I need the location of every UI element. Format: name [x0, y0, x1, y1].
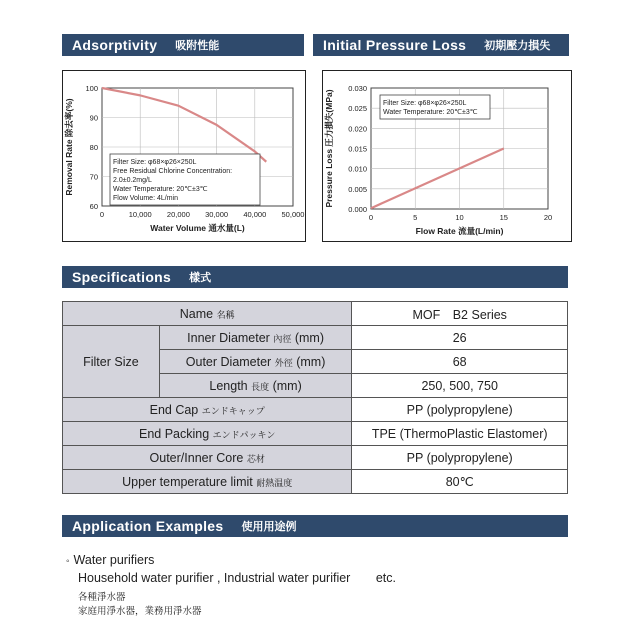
spec-table [62, 301, 568, 494]
temp-label: Upper temperature limit 耐熱温度 [63, 470, 352, 494]
outer-diameter-label: Outer Diameter 外徑 (mm) [159, 350, 352, 374]
pressure-title: Initial Pressure Loss [323, 37, 467, 53]
pressure-chart [323, 71, 571, 241]
core-value: PP (polypropylene) [352, 446, 568, 470]
end-cap-label: End Cap エンドキャップ [63, 398, 352, 422]
application-list: Household water purifier , Industrial water purifier [78, 571, 351, 585]
specifications-header [62, 266, 568, 288]
y-tick-label: 0.030 [348, 84, 367, 93]
x-tick-label: 40,000 [243, 210, 267, 219]
pressure-header [313, 34, 569, 56]
x-tick-label: 0 [368, 213, 374, 222]
y-tick-label: 80 [89, 143, 98, 152]
filter-size-label: Filter Size [63, 326, 160, 398]
x-axis-label: Flow Rate 流量(L/min) [415, 226, 504, 236]
x-tick-label: 5 [413, 213, 418, 222]
y-axis-label: Pressure Loss 圧力損失(MPa) [324, 89, 334, 208]
end-packing-label: End Packing エンドパッキン [63, 422, 352, 446]
adsorptivity-title-jp: 吸附性能 [175, 39, 220, 52]
y-tick-label: 70 [89, 172, 98, 182]
end-packing-value: TPE (ThermoPlastic Elastomer) [352, 422, 568, 446]
application-jp1: 各種淨水器 [78, 592, 126, 603]
x-tick-label: 10 [455, 213, 464, 222]
applications-title-jp: 使用用途例 [241, 520, 297, 533]
x-axis-label: Water Volume 通水量(L) [150, 223, 245, 233]
table-row [63, 446, 568, 470]
core-label: Outer/Inner Core 芯材 [63, 446, 352, 470]
x-tick-label: 50,000 [281, 210, 305, 219]
x-tick-label: 30,000 [205, 210, 229, 219]
x-tick-label: 20,000 [166, 210, 190, 219]
y-axis-label: Removal Rate 除去率(%) [64, 98, 74, 196]
y-tick-label: 60 [89, 202, 98, 211]
name-value: MOF B2 Series [352, 302, 568, 326]
y-tick-label: 100 [85, 84, 98, 93]
x-tick-label: 20 [543, 213, 553, 222]
application-title: Water purifiers [73, 553, 155, 567]
specifications-title: Specifications [72, 269, 172, 285]
annotation-text: Filter Size: φ68×φ26×250L [383, 100, 467, 107]
adsorptivity-chart-box [62, 70, 306, 242]
bullet-icon: ◦ [66, 556, 70, 567]
adsorptivity-header [62, 34, 304, 56]
y-tick-label: 90 [89, 113, 98, 123]
y-tick-label: 0.020 [348, 124, 367, 134]
y-tick-label: 0.000 [348, 205, 367, 214]
length-label: Length 長度 (mm) [159, 374, 352, 398]
annotation-text: Water Temperature: 20℃±3℃ [383, 109, 478, 116]
x-tick-label: 15 [499, 213, 508, 222]
outer-diameter-value: 68 [352, 350, 568, 374]
x-tick-label: 0 [99, 210, 105, 219]
table-row [63, 326, 568, 350]
x-tick-label: 10,000 [128, 210, 152, 219]
application-title-line [66, 553, 154, 567]
inner-diameter-value: 26 [352, 326, 568, 350]
inner-diameter-label: Inner Diameter 內徑 (mm) [159, 326, 352, 350]
application-etc: etc. [375, 571, 396, 585]
table-row [63, 422, 568, 446]
length-value: 250, 500, 750 [352, 374, 568, 398]
application-jp2: 家庭用淨水器，業務用淨水器 [78, 606, 202, 617]
adsorptivity-chart [63, 71, 305, 241]
name-label: Name 名稱 [63, 302, 352, 326]
pressure-chart-box [322, 70, 572, 242]
table-row [63, 302, 568, 326]
annotation-text: Flow Volume: 4L/min [113, 195, 178, 202]
y-tick-label: 0.025 [348, 104, 367, 114]
table-row [63, 398, 568, 422]
applications-header [62, 515, 568, 537]
table-row [63, 470, 568, 494]
end-cap-value: PP (polypropylene) [352, 398, 568, 422]
annotation-text: Free Residual Chlorine Concentration: [113, 168, 233, 175]
y-tick-label: 0.015 [348, 144, 367, 154]
y-tick-label: 0.010 [348, 164, 367, 174]
temp-value: 80℃ [352, 470, 568, 494]
annotation-text: Filter Size: φ68×φ26×250L [113, 159, 197, 166]
annotation-text: 2.0±0.2mg/L [113, 177, 152, 184]
y-tick-label: 0.005 [348, 184, 367, 194]
annotation-text: Water Temperature: 20℃±3℃ [113, 186, 208, 193]
application-line1 [78, 571, 396, 585]
specifications-title-jp: 樣式 [189, 271, 212, 284]
pressure-title-jp: 初期壓力損失 [484, 39, 551, 52]
adsorptivity-title: Adsorptivity [72, 37, 158, 53]
applications-title: Application Examples [72, 518, 224, 534]
